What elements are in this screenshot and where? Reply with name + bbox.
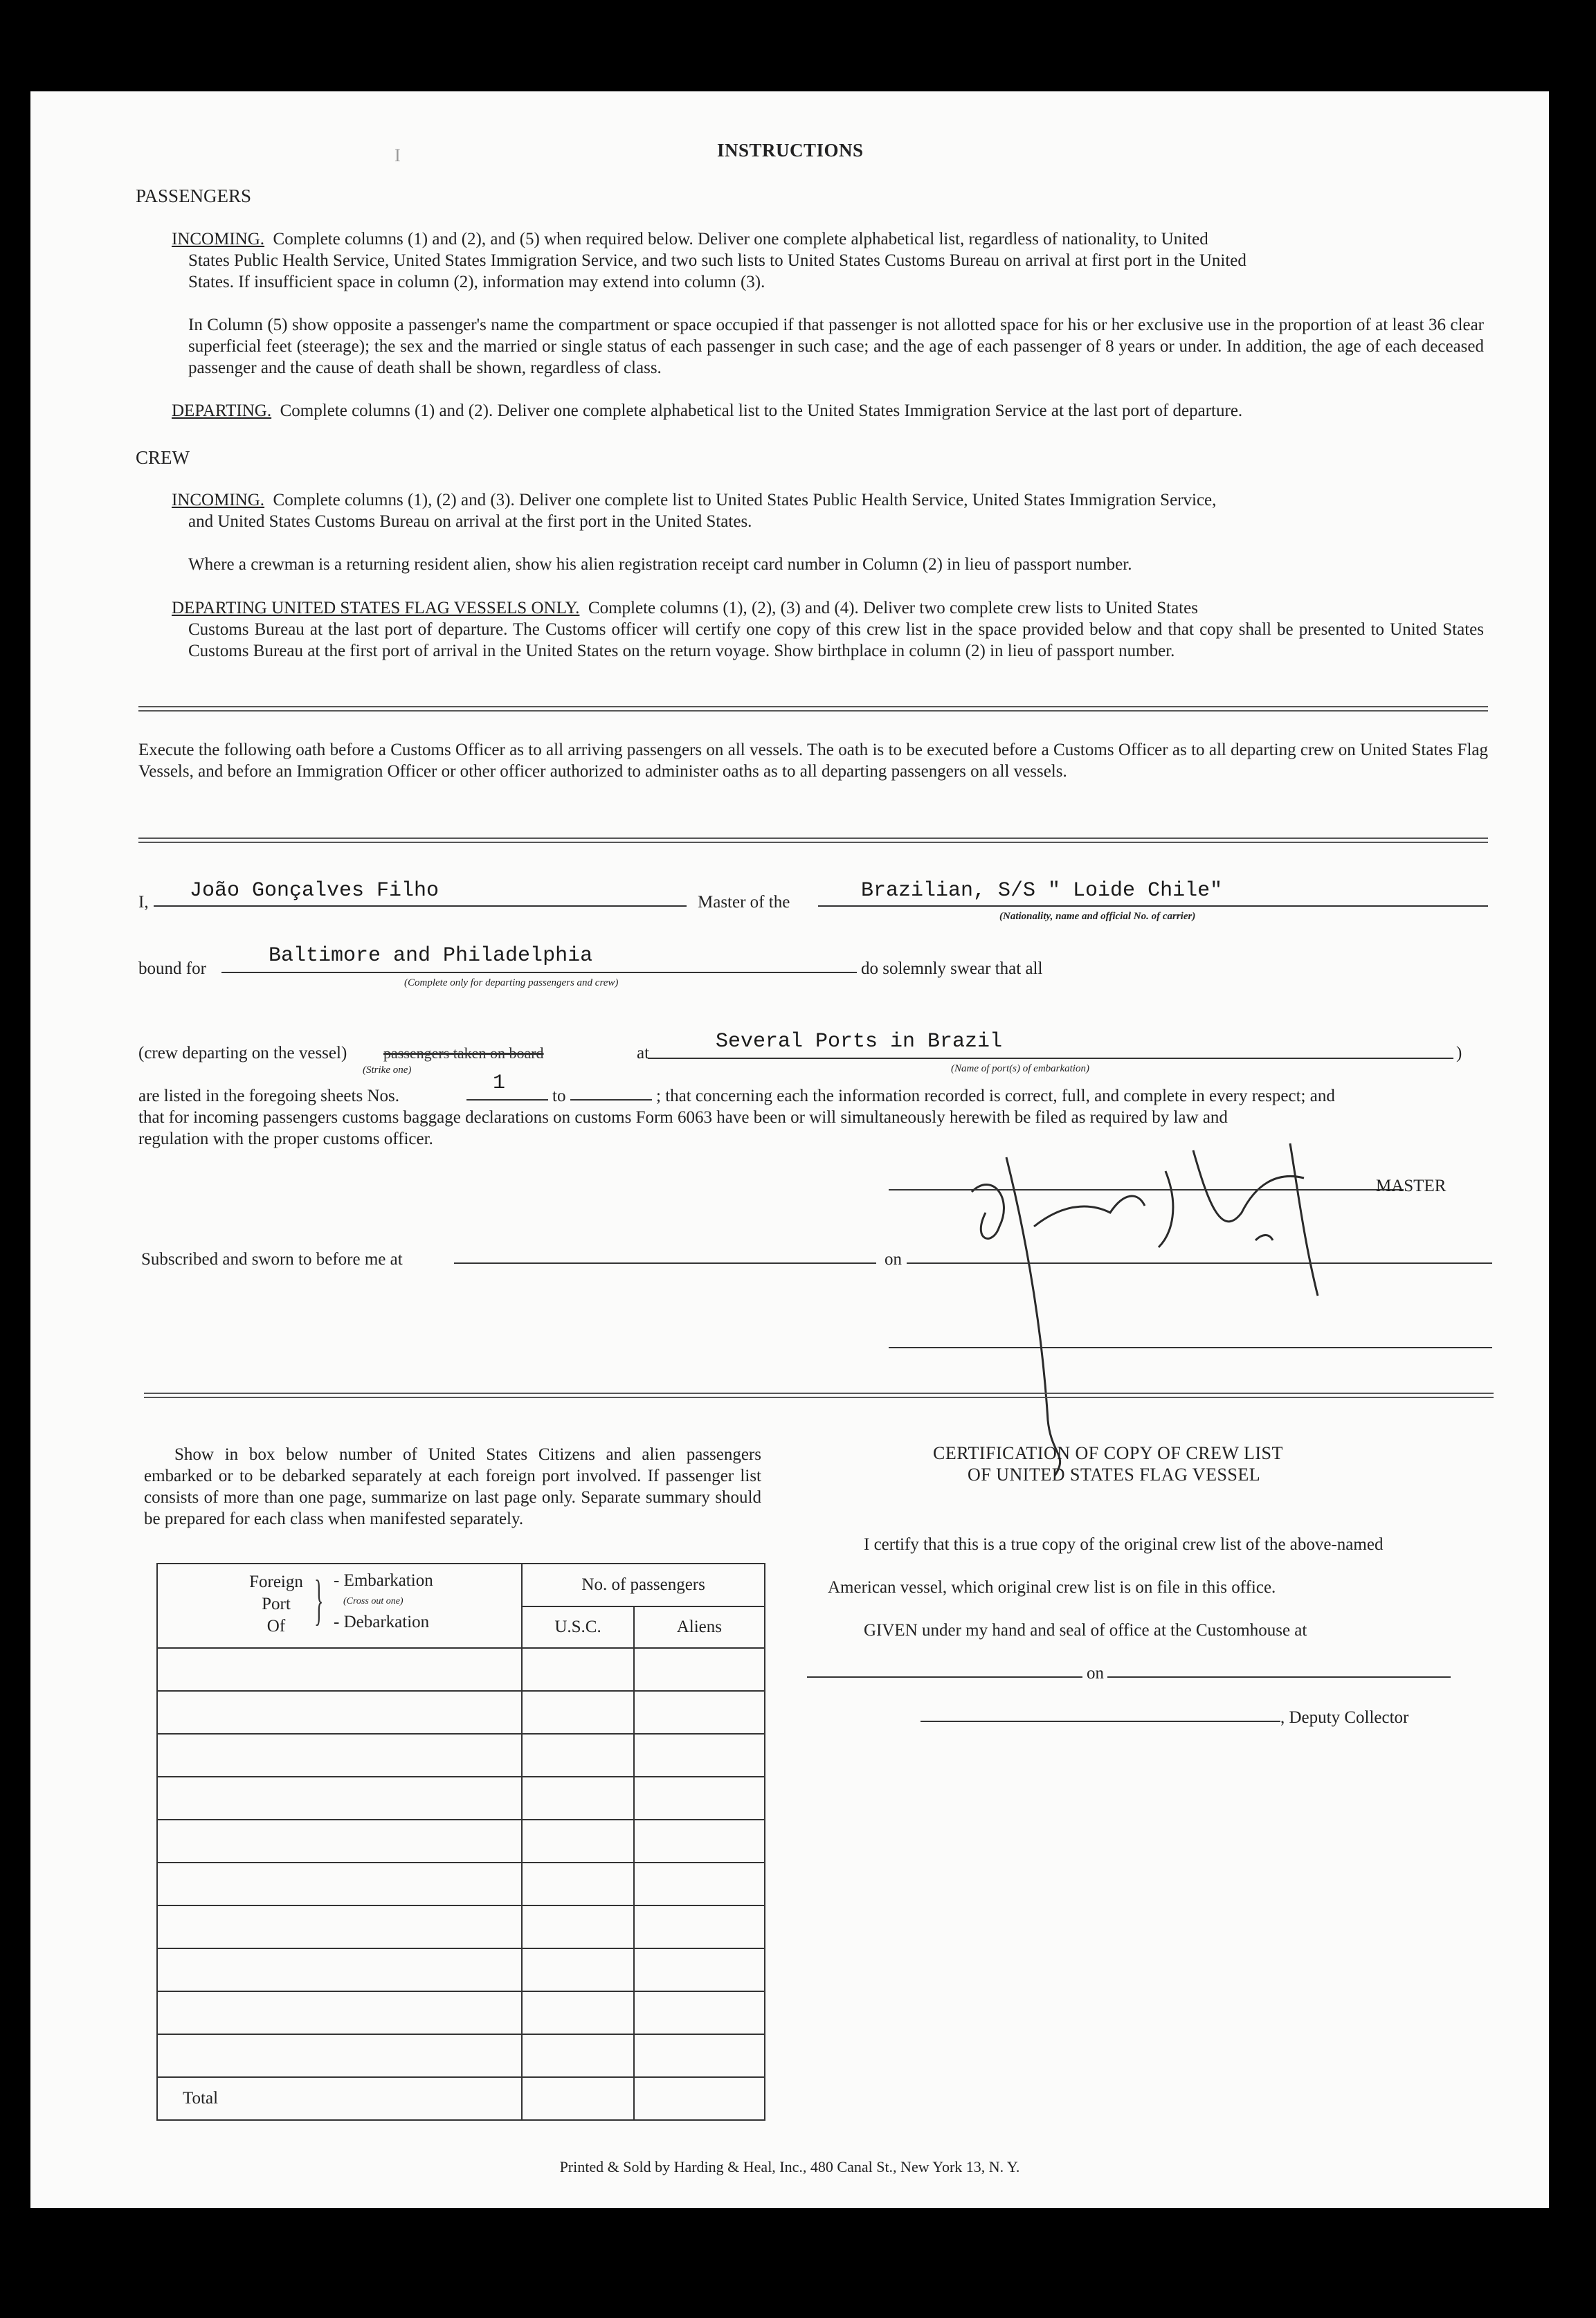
struck-out-text: passengers taken on board [383,1044,544,1062]
certification-title-line2: OF UNITED STATES FLAG VESSEL [968,1465,1261,1485]
aliens-cell[interactable] [634,1905,765,1948]
oath-line2: that for incoming passengers customs baggage declarations on customs Form 6063 have been or will simultaneously herewith be filed as required by law and [138,1108,1228,1127]
sheet-from-value: 1 [493,1071,506,1095]
concerning-text: ; that concerning each the information recorded is correct, full, and complete in every respect; and [656,1087,1335,1105]
port-cell[interactable] [157,1691,522,1734]
usc-cell[interactable] [522,1734,633,1777]
subscribed-label: Subscribed and sworn to before me at [141,1250,403,1269]
usc-cell[interactable] [522,1777,633,1820]
listed-label: are listed in the foregoing sheets Nos. [138,1087,399,1105]
master-label: MASTER [1376,1177,1447,1195]
bound-label: bound for [138,959,206,978]
crew-incoming-label: INCOMING. [172,491,265,509]
vessel-line [818,905,1488,907]
port-label: Port [262,1595,291,1613]
oath-line3: regulation with the proper customs officer. [138,1130,433,1148]
passenger-summary-table [156,1563,765,2121]
divider-double [138,837,1488,843]
aliens-cell[interactable] [634,1820,765,1863]
deputy-signature-line [921,1721,1280,1722]
aliens-cell[interactable] [634,1863,765,1905]
port-cell[interactable] [157,1905,522,1948]
crew-departing-label: (crew departing on the vessel) [138,1044,347,1062]
port-cell[interactable] [157,2034,522,2077]
certify-line2: American vessel, which original crew list is on file in this office. [828,1578,1276,1597]
sheet-from-line [466,1099,548,1101]
aliens-header: Aliens [634,1606,765,1648]
officer-signature-line [889,1347,1492,1348]
aliens-cell[interactable] [634,1948,765,1991]
port-cell[interactable] [157,1948,522,1991]
port-cell[interactable] [157,1991,522,2034]
debarkation-label: - Debarkation [334,1613,430,1631]
usc-cell[interactable] [522,1991,633,2034]
passengers-column5-text: In Column (5) show opposite a passenger's name the compartment or space occupied if that passenger is not allotted space for his or her exclusive use in the proportion of at least 36 clear superficial feet (steerage); the sex and the married or single status of each passenger in such case; and the age of each passenger of 8 years or under. In addition, the age of each deceased passenger and the cause of death shall be shown, regardless of class. [188,316,1484,377]
printer-footer: Printed & Sold by Harding & Heal, Inc., 480 Canal St., New York 13, N. Y. [559,2158,1020,2175]
master-name-line [154,905,687,907]
crew-incoming-line1: Complete columns (1), (2) and (3). Deliver one complete list to United States Public Health Service, United States Immigration Service, [273,491,1217,509]
of-label: Of [266,1617,286,1636]
port-header-cell [157,1564,522,1648]
usc-cell[interactable] [522,1863,633,1905]
vessel-value: Brazilian, S/S " Loide Chile" [861,879,1223,903]
cert-date-line [1107,1676,1451,1678]
port-cell[interactable] [157,1734,522,1777]
master-name-value: João Gonçalves Filho [190,879,439,903]
sheet-to-line [570,1099,652,1101]
usc-cell[interactable] [522,1948,633,1991]
port-cell[interactable] [157,1820,522,1863]
swear-text: do solemnly swear that all [861,959,1043,978]
page-title: INSTRUCTIONS [717,140,864,161]
aliens-cell[interactable] [634,1648,765,1691]
given-text: GIVEN under my hand and seal of office at the Customhouse at [864,1621,1307,1640]
oath-i-label: I, [138,893,149,912]
aliens-cell[interactable] [634,1734,765,1777]
destination-line [221,972,857,973]
usc-cell[interactable] [522,1820,633,1863]
summary-instructions [144,1444,761,1530]
aliens-cell[interactable] [634,1691,765,1734]
subscribed-on-label: on [885,1250,902,1269]
passengers-incoming-line3: States. If insufficient space in column (2), information may extend into column (3). [188,273,765,291]
embarkation-label: - Embarkation [334,1571,433,1590]
crew-heading: CREW [136,447,190,468]
usc-header: U.S.C. [522,1606,633,1648]
certify-line1: I certify that this is a true copy of the original crew list of the above-named [864,1535,1384,1554]
aliens-total-cell[interactable] [634,2077,765,2120]
ports-line [648,1058,1453,1059]
usc-cell[interactable] [522,2034,633,2077]
usc-cell[interactable] [522,1648,633,1691]
subscribed-date-line [907,1262,1492,1264]
ports-value: Several Ports in Brazil [716,1030,1003,1053]
divider-double [144,1393,1494,1398]
passengers-departing [172,400,1484,422]
aliens-cell[interactable] [634,1991,765,2034]
port-cell[interactable] [157,1863,522,1905]
usc-cell[interactable] [522,1691,633,1734]
master-signature [930,1130,1373,1490]
passengers-departing-label: DEPARTING. [172,401,272,420]
customhouse-line [807,1676,1082,1678]
master-signature-line [889,1189,1404,1190]
total-label: Total [183,2089,219,2108]
crew-incoming-line2: and United States Customs Bureau on arrival at the first port in the United States. [188,512,752,531]
cert-on-label: on [1087,1664,1104,1683]
passengers-departing-text: Complete columns (1) and (2). Deliver one complete alphabetical list to the United States Immigration Service at the last port of departure. [280,401,1243,420]
passengers-incoming [172,228,1484,250]
brace-icon: } [314,1570,324,1631]
certification-title-line1: CERTIFICATION OF COPY OF CREW LIST [933,1443,1283,1463]
aliens-cell[interactable] [634,2034,765,2077]
corner-mark: I [395,145,401,165]
destination-caption: (Complete only for departing passengers and crew) [404,977,619,988]
crew-incoming [172,489,1484,511]
foreign-label: Foreign [249,1573,303,1591]
to-label: to [552,1087,566,1105]
subscribed-place-line [454,1262,876,1264]
cross-out-caption: (Cross out one) [343,1596,403,1606]
vessel-caption: (Nationality, name and official No. of carrier) [999,911,1196,922]
usc-total-cell[interactable] [522,2077,633,2120]
aliens-cell[interactable] [634,1777,765,1820]
no-passengers-header: No. of passengers [522,1564,765,1606]
passengers-heading: PASSENGERS [136,185,252,206]
crew-alien-text: Where a crewman is a returning resident alien, show his alien registration receipt card number in Column (2) in lieu of passport number. [188,555,1132,574]
crew-departing-rest: Customs Bureau at the last port of departure. The Customs officer will certify one copy of this crew list in the space provided below and that copy shall be presented to United States Customs Bureau at the first port of arrival in the United States on the return voyage. Show birthplace in column (2) in lieu of passport number. [188,620,1484,660]
passengers-incoming-line1: Complete columns (1) and (2), and (5) when required below. Deliver one complete alphabetical list, regardless of nationality, to United [273,230,1208,248]
port-cell[interactable] [157,1777,522,1820]
oath-intro: Execute the following oath before a Customs Officer as to all arriving passengers on all vessels. The oath is to be executed before a Customs Officer as to all departing crew on United States Flag Vessels, and before an Immigration Officer or other officer authorized to administer oaths as to all departing passengers on all vessels. [138,741,1488,781]
ports-caption: (Name of port(s) of embarkation) [951,1063,1089,1074]
usc-cell[interactable] [522,1905,633,1948]
passengers-incoming-label: INCOMING. [172,230,265,248]
crew-departing [172,597,1484,619]
close-paren: ) [1456,1044,1462,1062]
strike-caption: (Strike one) [363,1065,412,1076]
master-of-label: Master of the [698,893,790,912]
port-cell[interactable] [157,1648,522,1691]
crew-departing-line1: Complete columns (1), (2), (3) and (4). Deliver two complete crew lists to United States [588,599,1198,617]
divider-double [138,706,1488,712]
deputy-collector-label: , Deputy Collector [1280,1708,1409,1727]
at-label: at [637,1044,650,1062]
total-label-cell [157,2077,522,2120]
form-sheet [30,91,1549,2208]
destination-value: Baltimore and Philadelphia [269,944,593,968]
summary-instructions-text: Show in box below number of United States Citizens and alien passengers embarked or to be debarked separately at each foreign port involved. If passenger list consists of more than one page, summarize on last page only. Separate summary should be prepared for each class when manifested separately. [144,1445,761,1528]
crew-departing-label: DEPARTING UNITED STATES FLAG VESSELS ONLY. [172,599,580,617]
passengers-incoming-line2: States Public Health Service, United States Immigration Service, and two such lists to United States Customs Bureau on arrival at first port in the United [188,251,1246,270]
